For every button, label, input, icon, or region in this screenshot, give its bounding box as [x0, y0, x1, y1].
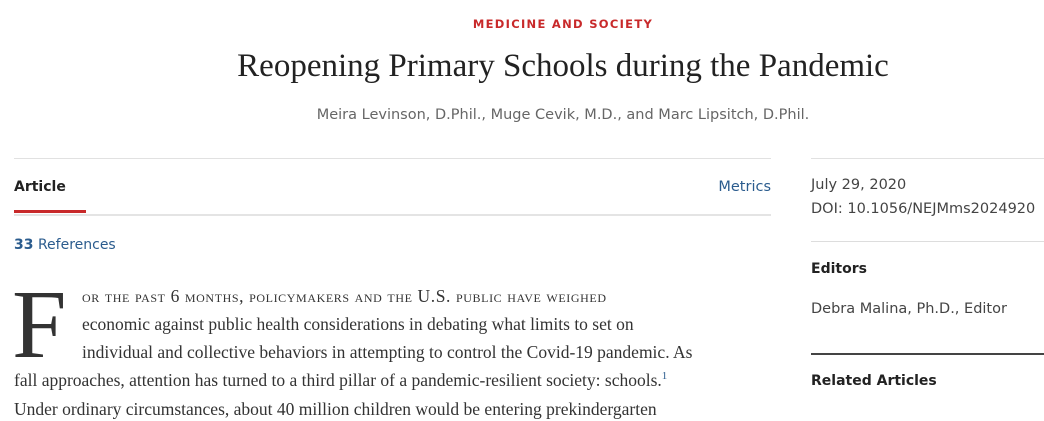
- article-title: Reopening Primary Schools during the Pandemic: [237, 48, 889, 84]
- sidebar-divider-dark: [811, 353, 1044, 355]
- drop-cap: F: [12, 271, 67, 379]
- article-tab-bar: [14, 159, 771, 216]
- divider: [811, 158, 1044, 159]
- body-line-text: fall approaches, attention has turned to a third pillar of a pandemic-resilient society: schools.: [14, 370, 662, 390]
- body-line: Under ordinary circumstances, about 40 million children would be entering prekindergarten: [14, 399, 657, 419]
- footnote-link[interactable]: 1: [661, 370, 668, 383]
- active-tab-indicator: [14, 210, 86, 213]
- tab-metrics[interactable]: [718, 159, 771, 214]
- publication-date: July 29, 2020: [811, 177, 907, 193]
- references-count: 33: [14, 237, 34, 253]
- tab-article[interactable]: [14, 159, 86, 214]
- references-link[interactable]: [14, 237, 116, 253]
- editors-heading: Editors: [811, 261, 867, 277]
- related-articles-heading: Related Articles: [811, 373, 937, 389]
- doi: DOI: 10.1056/NEJMms2024920: [811, 201, 1036, 217]
- tab-metrics-label: Metrics: [718, 178, 771, 195]
- tab-article-label: Article: [14, 178, 66, 195]
- sidebar-divider: [811, 241, 1044, 242]
- section-label[interactable]: MEDICINE AND SOCIETY: [472, 17, 654, 31]
- editor-name: Debra Malina, Ph.D., Editor: [811, 301, 1007, 317]
- body-line: economic against public health considerations in debating what limits to set on: [82, 314, 634, 334]
- body-line: or the past 6 months, policymakers and the U.S. public have weighed: [82, 286, 607, 306]
- article-authors: Meira Levinson, D.Phil., Muge Cevik, M.D., and Marc Lipsitch, D.Phil.: [316, 107, 810, 123]
- body-line: individual and collective behaviors in attempting to control the Covid-19 pandemic. As: [82, 342, 693, 362]
- body-line: [14, 370, 667, 391]
- references-label: References: [37, 237, 116, 253]
